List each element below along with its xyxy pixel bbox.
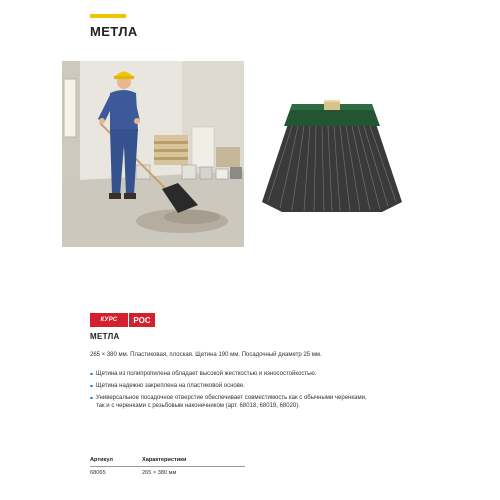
feature-text: Универсальное посадочное отверстие обеспечивает совместимость как с обычными черенками, [96, 395, 367, 401]
table-row [90, 467, 245, 477]
spec-header-row [90, 457, 245, 467]
feature-item [90, 370, 420, 378]
title-accent-bar [90, 14, 126, 18]
brand-logo: КУРС [90, 313, 128, 327]
lifestyle-photo [62, 61, 244, 247]
feature-text: Щетина из полипропилена обладает высокой жесткостью и износостойкостью. [96, 371, 317, 377]
product-name: МЕТЛА [90, 332, 120, 341]
product-summary: 265 × 380 мм. Пластиковая, плоская. Щетина 190 мм. Посадочный диаметр 25 мм. [90, 352, 322, 358]
bullet-icon [90, 385, 93, 388]
feature-text-continued: так и с черенками с резьбовым наконечником (арт. 68018, 68019, 68020). [96, 403, 300, 410]
brand-ros-badge: РОС [129, 313, 155, 327]
brand-badge [90, 313, 155, 327]
spec-cell-characteristics: 265 × 380 мм [142, 470, 177, 476]
spec-header-article: Артикул [90, 457, 142, 467]
spec-cell-article: 68065 [90, 470, 106, 476]
broom-head-illustration [262, 100, 402, 212]
broom-head-image [262, 100, 402, 212]
spec-header-characteristics: Характеристики [142, 457, 245, 467]
bullet-icon [90, 373, 93, 376]
feature-item [90, 382, 420, 390]
feature-text: Щетина надежно закреплена на пластиковой основе. [96, 383, 245, 389]
worker-sweeping-illustration [62, 61, 244, 247]
bullet-icon [90, 397, 93, 400]
feature-list [90, 370, 420, 414]
page-title: МЕТЛА [90, 24, 138, 39]
spec-table [90, 457, 245, 476]
feature-item [90, 394, 420, 411]
